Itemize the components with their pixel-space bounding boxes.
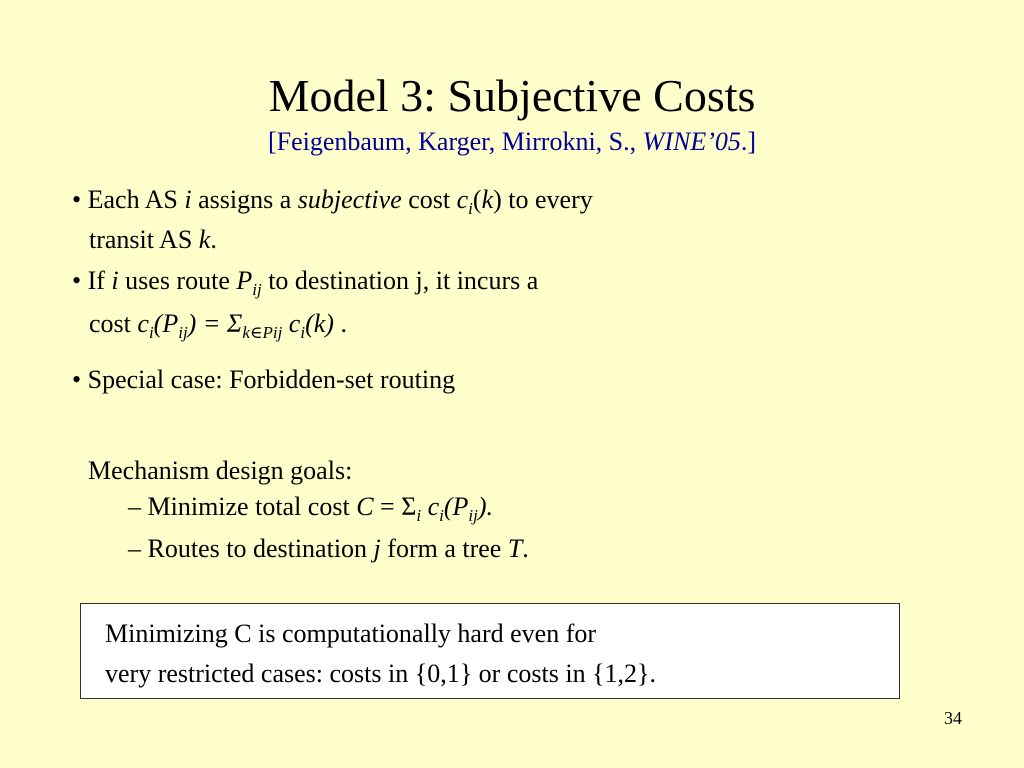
citation-end: .]	[740, 127, 757, 156]
slide-title: Model 3: Subjective Costs	[268, 70, 756, 121]
bullet-2-line-2: cost $c_i(P_{ij}) = \Sigma_{k\in Pij}$ $c_i(k)$ .	[89, 309, 347, 342]
hardness-line-2: very restricted cases: costs in {0,1} or costs in {1,2}.	[105, 659, 657, 688]
bullet-1-line-1: • Each AS i assigns a subjective cost $c_i(k)$ to every	[72, 185, 593, 218]
citation-authors: [Feigenbaum, Karger, Mirrokni, S.,	[267, 127, 643, 156]
goals-heading: Mechanism design goals:	[88, 456, 353, 485]
citation	[0, 125, 1024, 159]
citation-venue: WINE’05	[642, 127, 741, 156]
bullet-1-line-2: transit AS k.	[89, 225, 217, 254]
bullet-2-line-1: • If i uses route $P_{ij}$ to destination j, it incurs a	[72, 266, 539, 299]
hardness-line-1: Minimizing C is computationally hard even for	[105, 619, 597, 648]
goal-2: – Routes to destination j form a tree T.	[128, 534, 529, 563]
hardness-box	[80, 603, 900, 699]
bullet-3: • Special case: Forbidden-set routing	[72, 365, 456, 394]
goal-1: – Minimize total cost $C = \Sigma_i$ $c_i(P_{ij})$.	[128, 492, 494, 525]
page-number: 34	[944, 708, 962, 728]
